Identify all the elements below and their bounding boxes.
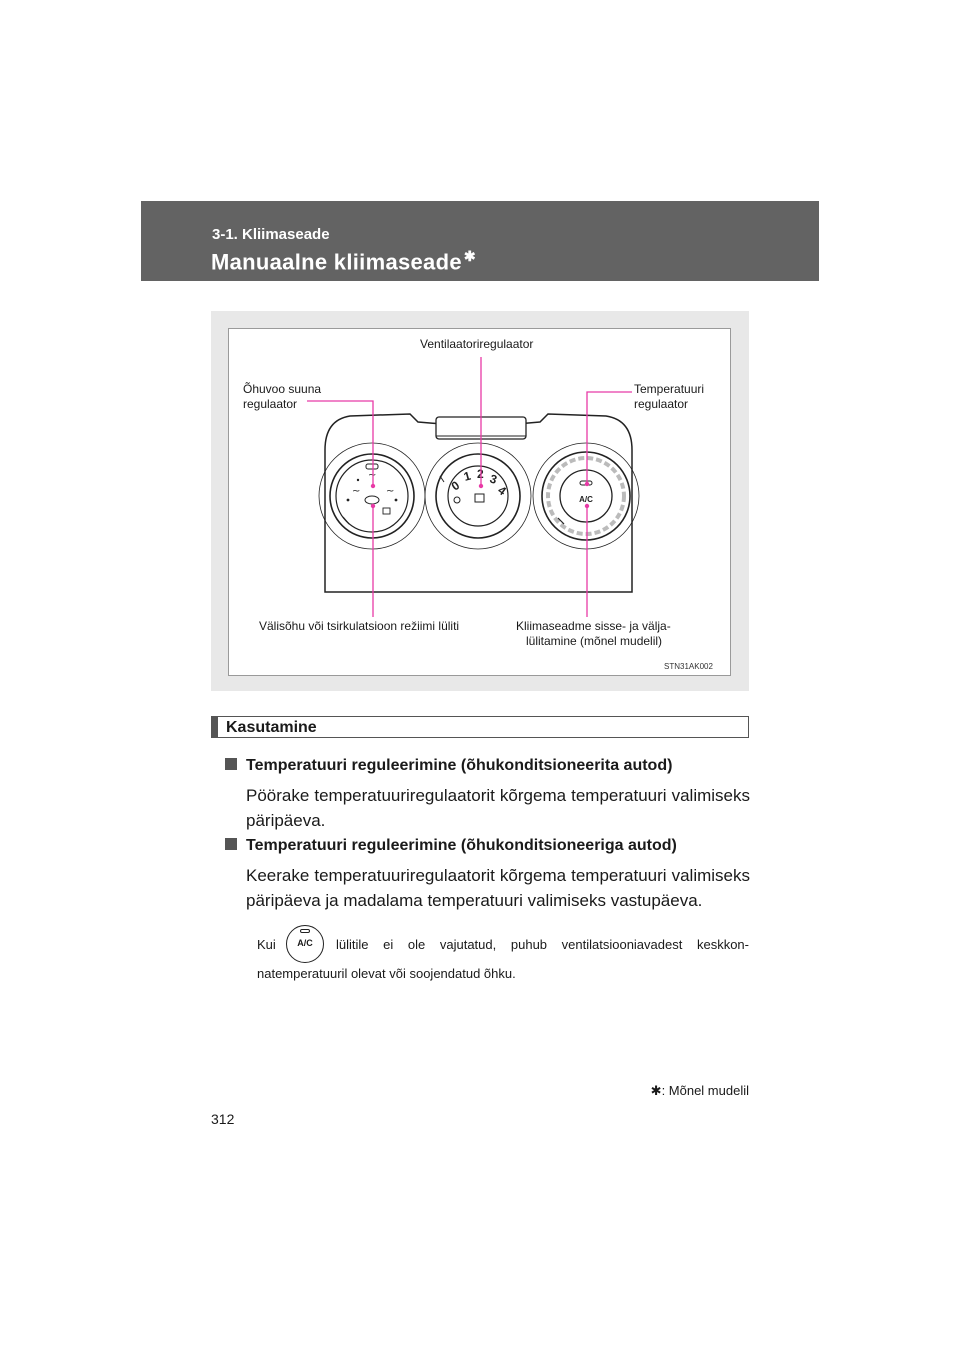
label-ac-line-2: lülitamine (mõnel mudelil) bbox=[526, 634, 663, 648]
ac-dial-label: A/C bbox=[579, 495, 593, 504]
label-ac-line-1: Kliimaseadme sisse- ja välja- bbox=[516, 619, 671, 633]
section-heading: Kasutamine bbox=[226, 719, 317, 736]
label-fan-regulator: Ventilaatoriregulaator bbox=[420, 337, 534, 351]
fan-digit-4: 4 bbox=[495, 482, 509, 499]
square-bullet-icon bbox=[225, 758, 237, 770]
item-heading-no-ac bbox=[225, 757, 672, 775]
figure-code: STN31AK002 bbox=[664, 662, 713, 671]
note-prefix: Kui bbox=[257, 937, 276, 952]
fan-digit-1: 1 bbox=[462, 468, 473, 484]
svg-text:~: ~ bbox=[368, 470, 377, 481]
section-label: 3-1. Kliimaseade bbox=[212, 226, 330, 243]
item-heading-with-ac bbox=[225, 837, 677, 855]
page-title-text: Manuaalne kliimaseade bbox=[211, 249, 462, 275]
item-heading-text: Temperatuuri reguleerimine (õhukonditsioneeriga autod) bbox=[246, 837, 677, 854]
ac-button-label: A/C bbox=[297, 938, 313, 948]
label-temperature-line-1: Temperatuuri bbox=[634, 382, 705, 396]
fan-digit-0: 0 bbox=[448, 478, 463, 494]
label-ac-switch bbox=[516, 619, 671, 649]
section-heading-box bbox=[211, 716, 749, 738]
label-temperature-line-2: regulaator bbox=[634, 397, 689, 411]
label-airflow-line-2: regulaator bbox=[243, 397, 298, 411]
page-number: 312 bbox=[211, 1111, 235, 1127]
note-line-2: natemperatuuril olevat või soojendatud õhku. bbox=[257, 966, 516, 981]
item-text-with-ac: Keerake temperatuuriregulaatorit kõrgema temperatuuri valimiseks päripäeva ja madalama temperatuuri valimiseks vastupäeva. bbox=[246, 866, 750, 910]
svg-text:~: ~ bbox=[386, 486, 395, 497]
title-asterisk-mark: ✱ bbox=[463, 248, 476, 264]
item-text-no-ac: Pöörake temperatuuriregulaatorit kõrgema temperatuuri valimiseks päripäeva. bbox=[246, 786, 750, 830]
fan-digit-2: 2 bbox=[477, 467, 484, 481]
ac-indicator-lamp bbox=[300, 929, 310, 933]
label-airflow-line-1: Õhuvoo suuna bbox=[243, 382, 322, 396]
fan-digit-3: 3 bbox=[488, 471, 499, 487]
section-heading-bar bbox=[212, 717, 218, 737]
footnote-asterisk-mark: ✱ bbox=[650, 1083, 662, 1098]
ac-button-icon bbox=[286, 925, 324, 963]
label-temperature-regulator bbox=[634, 382, 704, 412]
svg-text:~: ~ bbox=[352, 486, 361, 497]
footnote bbox=[651, 1083, 749, 1099]
note-line-1: lülitile ei ole vajutatud, puhub ventilatsiooniavadest keskkon- bbox=[336, 937, 749, 952]
footnote-text: : Mõnel mudelil bbox=[661, 1083, 749, 1098]
label-recirculation-switch: Välisõhu või tsirkulatsioon režiimi lüliti bbox=[259, 619, 460, 633]
item-heading-text: Temperatuuri reguleerimine (õhukonditsioneerita autod) bbox=[246, 757, 673, 774]
label-airflow-regulator bbox=[243, 382, 321, 412]
square-bullet-icon bbox=[225, 838, 237, 850]
